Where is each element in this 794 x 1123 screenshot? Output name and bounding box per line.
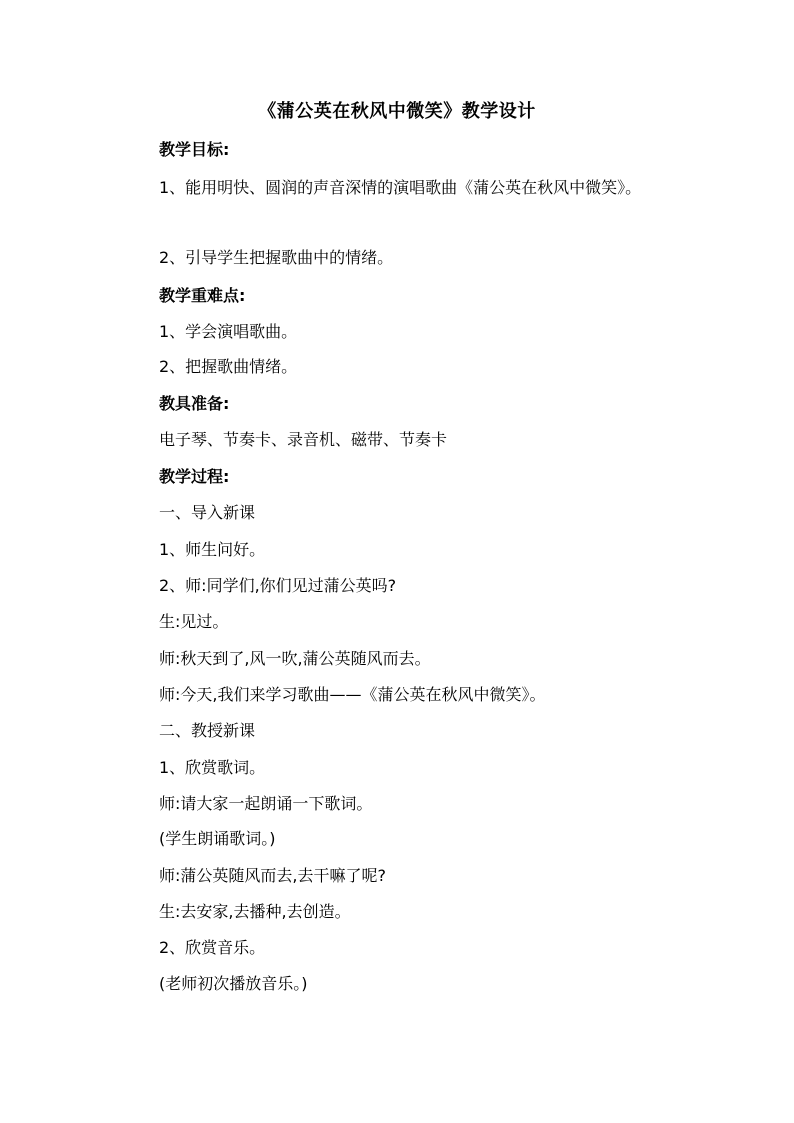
part-2-line-5: 生:去安家,去播种,去创造。 bbox=[159, 902, 351, 921]
part-1-line-4: 师:秋天到了,风一吹,蒲公英随风而去。 bbox=[159, 649, 431, 668]
part-2-heading: 二、教授新课 bbox=[159, 721, 256, 740]
objective-1: 1、能用明快、圆润的声音深情的演唱歌曲《蒲公英在秋风中微笑》。 bbox=[159, 178, 642, 197]
part-1-line-3: 生:见过。 bbox=[159, 612, 229, 631]
part-2-line-4: 师:蒲公英随风而去,去干嘛了呢? bbox=[159, 866, 386, 885]
key-point-2: 2、把握歌曲情绪。 bbox=[159, 357, 298, 376]
part-2-line-7: (老师初次播放音乐。) bbox=[159, 974, 308, 993]
part-2-line-3: (学生朗诵歌词。) bbox=[159, 829, 276, 848]
part-1-heading: 一、导入新课 bbox=[159, 503, 256, 522]
materials-list: 电子琴、节奏卡、录音机、磁带、节奏卡 bbox=[159, 430, 448, 449]
part-2-line-1: 1、欣赏歌词。 bbox=[159, 758, 266, 777]
part-2-line-6: 2、欣赏音乐。 bbox=[159, 938, 266, 957]
materials-heading: 教具准备: bbox=[159, 394, 230, 413]
process-heading: 教学过程: bbox=[159, 467, 230, 486]
part-1-line-2: 2、师:同学们,你们见过蒲公英吗? bbox=[159, 576, 397, 595]
key-point-1: 1、学会演唱歌曲。 bbox=[159, 322, 298, 341]
document-title: 《蒲公英在秋风中微笑》教学设计 bbox=[258, 101, 536, 122]
part-1-line-1: 1、师生问好。 bbox=[159, 540, 266, 559]
objectives-heading: 教学目标: bbox=[159, 140, 230, 159]
key-points-heading: 教学重难点: bbox=[159, 286, 246, 305]
part-1-line-5: 师:今天,我们来学习歌曲——《蒲公英在秋风中微笑》。 bbox=[159, 685, 546, 704]
objective-2: 2、引导学生把握歌曲中的情绪。 bbox=[159, 248, 394, 267]
part-2-line-2: 师:请大家一起朗诵一下歌词。 bbox=[159, 794, 373, 813]
